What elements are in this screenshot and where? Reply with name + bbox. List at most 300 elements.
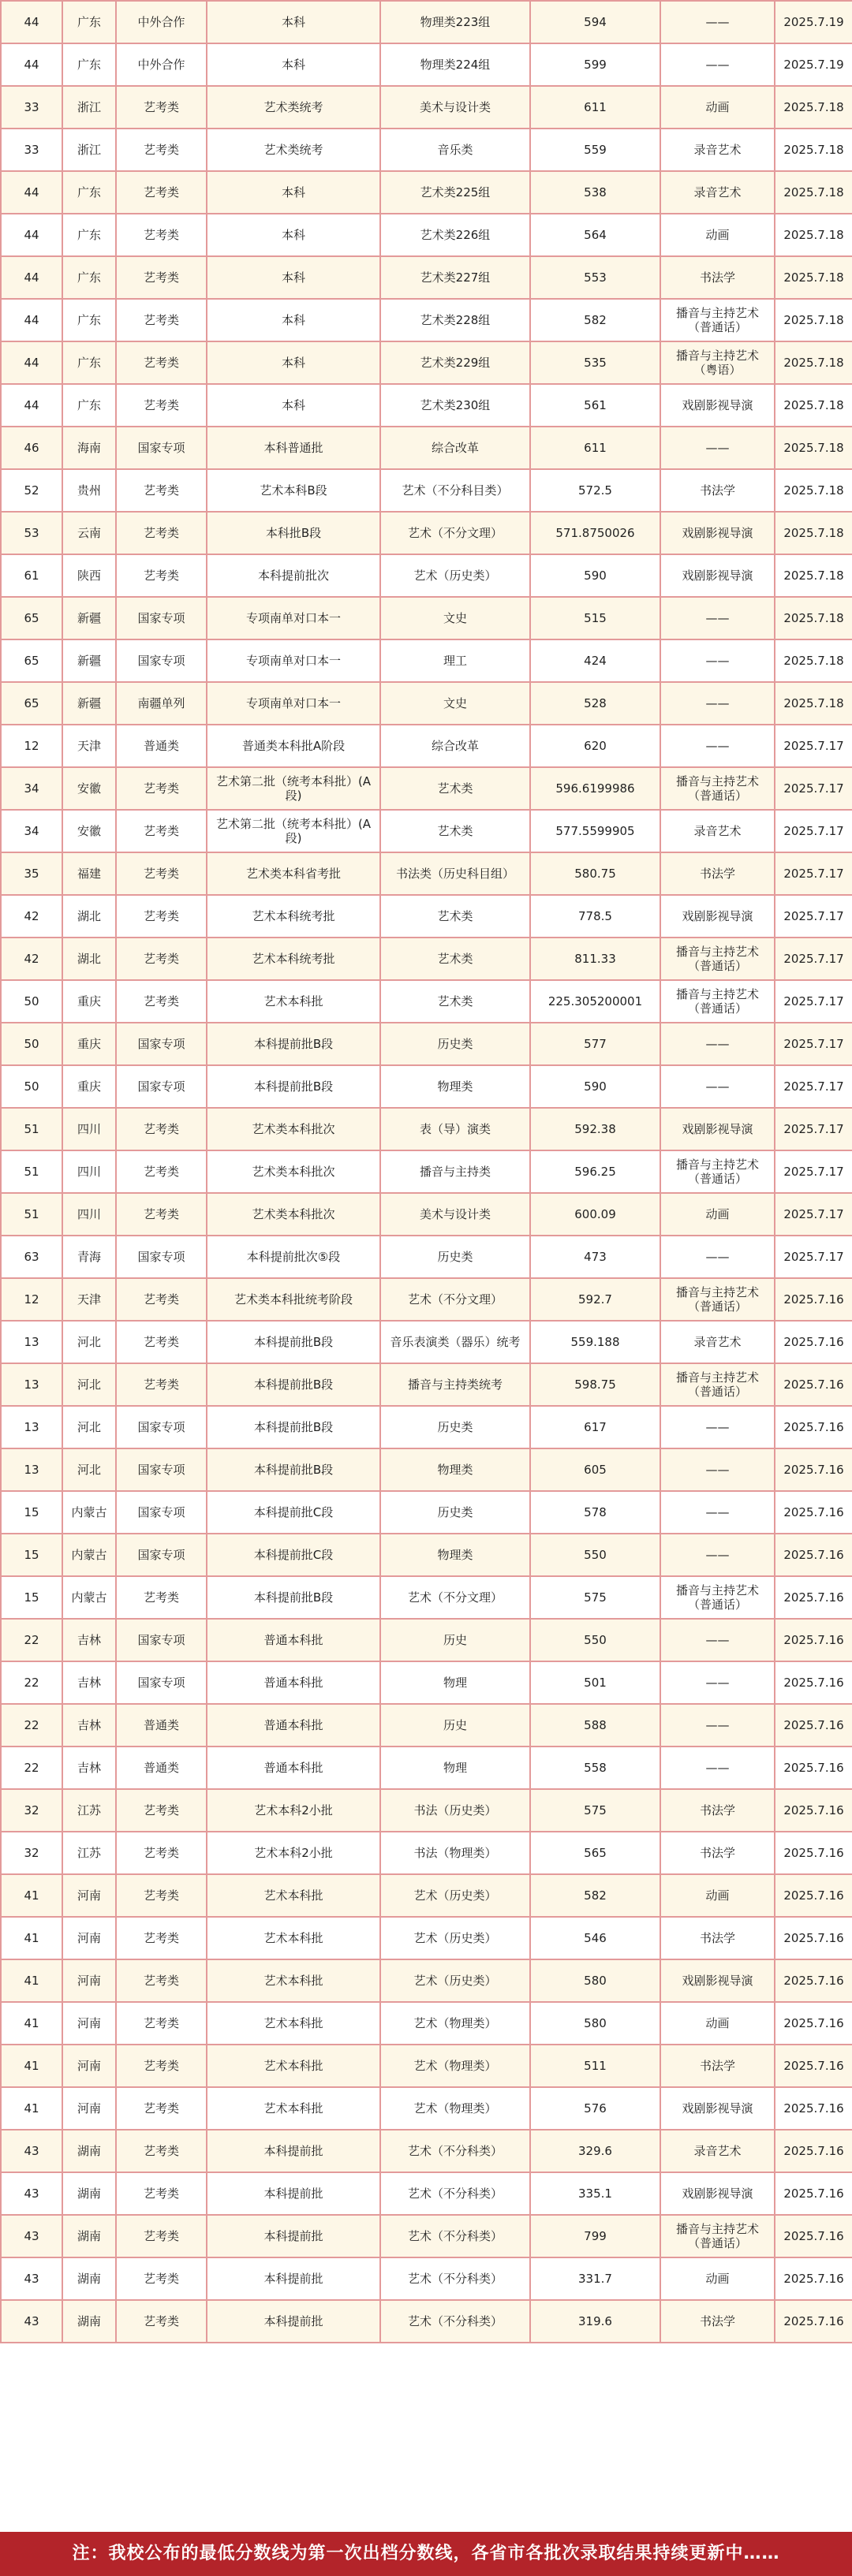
subject-group-cell: 文史 bbox=[380, 682, 530, 725]
subject-group-cell: 播音与主持类统考 bbox=[380, 1363, 530, 1406]
table-row bbox=[1, 980, 852, 1023]
batch-cell: 艺术本科统考批 bbox=[207, 895, 380, 938]
batch-cell: 本科提前批 bbox=[207, 2172, 380, 2215]
major-cell: —— bbox=[660, 1065, 775, 1108]
province-code-cell: 41 bbox=[1, 2002, 62, 2045]
province-cell: 吉林 bbox=[62, 1704, 116, 1747]
date-cell: 2025.7.17 bbox=[775, 852, 852, 895]
category-cell: 艺考类 bbox=[116, 1278, 207, 1321]
min-score-cell: 575 bbox=[530, 1576, 660, 1619]
province-cell: 河北 bbox=[62, 1448, 116, 1491]
category-cell: 艺考类 bbox=[116, 1193, 207, 1236]
major-cell: —— bbox=[660, 682, 775, 725]
table-row bbox=[1, 512, 852, 554]
province-code-cell: 43 bbox=[1, 2130, 62, 2172]
province-cell: 青海 bbox=[62, 1236, 116, 1278]
table-row bbox=[1, 895, 852, 938]
table-row bbox=[1, 214, 852, 256]
category-cell: 艺考类 bbox=[116, 852, 207, 895]
subject-group-cell: 历史 bbox=[380, 1704, 530, 1747]
category-cell: 艺考类 bbox=[116, 895, 207, 938]
province-code-cell: 33 bbox=[1, 129, 62, 171]
category-cell: 国家专项 bbox=[116, 1406, 207, 1448]
major-cell: 书法学 bbox=[660, 469, 775, 512]
footer-note: 注：我校公布的最低分数线为第一次出档分数线，各省市各批次录取结果持续更新中…… bbox=[0, 2532, 852, 2576]
category-cell: 艺考类 bbox=[116, 469, 207, 512]
date-cell: 2025.7.16 bbox=[775, 1278, 852, 1321]
min-score-cell: 571.8750026 bbox=[530, 512, 660, 554]
subject-group-cell: 艺术类228组 bbox=[380, 299, 530, 341]
table-row bbox=[1, 1023, 852, 1065]
date-cell: 2025.7.19 bbox=[775, 43, 852, 86]
subject-group-cell: 艺术类229组 bbox=[380, 341, 530, 384]
province-code-cell: 53 bbox=[1, 512, 62, 554]
subject-group-cell: 艺术（不分文理） bbox=[380, 1576, 530, 1619]
table-row bbox=[1, 427, 852, 469]
date-cell: 2025.7.18 bbox=[775, 597, 852, 639]
date-cell: 2025.7.16 bbox=[775, 1321, 852, 1363]
date-cell: 2025.7.18 bbox=[775, 86, 852, 129]
category-cell: 普通类 bbox=[116, 1747, 207, 1789]
province-code-cell: 44 bbox=[1, 341, 62, 384]
subject-group-cell: 物理类224组 bbox=[380, 43, 530, 86]
category-cell: 艺考类 bbox=[116, 2257, 207, 2300]
major-cell: 播音与主持艺术 （普通话） bbox=[660, 1576, 775, 1619]
batch-cell: 艺术类本科批统考阶段 bbox=[207, 1278, 380, 1321]
table-row bbox=[1, 1619, 852, 1661]
subject-group-cell: 历史类 bbox=[380, 1491, 530, 1534]
batch-cell: 普通本科批 bbox=[207, 1619, 380, 1661]
batch-cell: 艺术本科批 bbox=[207, 2087, 380, 2130]
table-row bbox=[1, 1491, 852, 1534]
major-cell: 动画 bbox=[660, 2257, 775, 2300]
major-cell: 播音与主持艺术 （普通话） bbox=[660, 1150, 775, 1193]
table-row bbox=[1, 1, 852, 43]
table-row bbox=[1, 2172, 852, 2215]
province-cell: 云南 bbox=[62, 512, 116, 554]
subject-group-cell: 物理类 bbox=[380, 1448, 530, 1491]
province-cell: 广东 bbox=[62, 341, 116, 384]
major-cell: —— bbox=[660, 1747, 775, 1789]
subject-group-cell: 艺术类226组 bbox=[380, 214, 530, 256]
table-row bbox=[1, 767, 852, 810]
province-cell: 湖北 bbox=[62, 938, 116, 980]
province-cell: 吉林 bbox=[62, 1661, 116, 1704]
major-cell: —— bbox=[660, 1448, 775, 1491]
min-score-cell: 559.188 bbox=[530, 1321, 660, 1363]
subject-group-cell: 书法（历史类） bbox=[380, 1789, 530, 1832]
table-row bbox=[1, 2130, 852, 2172]
table-row bbox=[1, 1832, 852, 1874]
table-row bbox=[1, 1193, 852, 1236]
province-code-cell: 50 bbox=[1, 1065, 62, 1108]
subject-group-cell: 艺术类 bbox=[380, 938, 530, 980]
batch-cell: 本科提前批B段 bbox=[207, 1576, 380, 1619]
subject-group-cell: 历史类 bbox=[380, 1236, 530, 1278]
min-score-cell: 528 bbox=[530, 682, 660, 725]
min-score-cell: 511 bbox=[530, 2045, 660, 2087]
subject-group-cell: 美术与设计类 bbox=[380, 1193, 530, 1236]
category-cell: 艺考类 bbox=[116, 2045, 207, 2087]
province-cell: 福建 bbox=[62, 852, 116, 895]
min-score-cell: 811.33 bbox=[530, 938, 660, 980]
province-code-cell: 41 bbox=[1, 1959, 62, 2002]
province-cell: 新疆 bbox=[62, 597, 116, 639]
category-cell: 艺考类 bbox=[116, 1363, 207, 1406]
subject-group-cell: 艺术（不分科类） bbox=[380, 2215, 530, 2257]
province-code-cell: 50 bbox=[1, 980, 62, 1023]
province-cell: 安徽 bbox=[62, 810, 116, 852]
min-score-cell: 424 bbox=[530, 639, 660, 682]
major-cell: 播音与主持艺术 （普通话） bbox=[660, 938, 775, 980]
major-cell: —— bbox=[660, 1704, 775, 1747]
category-cell: 艺考类 bbox=[116, 2002, 207, 2045]
category-cell: 国家专项 bbox=[116, 639, 207, 682]
province-code-cell: 61 bbox=[1, 554, 62, 597]
date-cell: 2025.7.17 bbox=[775, 1065, 852, 1108]
major-cell: —— bbox=[660, 1023, 775, 1065]
subject-group-cell: 艺术类 bbox=[380, 980, 530, 1023]
major-cell: 播音与主持艺术 （普通话） bbox=[660, 980, 775, 1023]
major-cell: 播音与主持艺术 （粤语） bbox=[660, 341, 775, 384]
date-cell: 2025.7.17 bbox=[775, 1193, 852, 1236]
major-cell: —— bbox=[660, 1619, 775, 1661]
min-score-cell: 576 bbox=[530, 2087, 660, 2130]
major-cell: 书法学 bbox=[660, 1832, 775, 1874]
province-cell: 广东 bbox=[62, 1, 116, 43]
min-score-cell: 473 bbox=[530, 1236, 660, 1278]
category-cell: 中外合作 bbox=[116, 1, 207, 43]
category-cell: 艺考类 bbox=[116, 299, 207, 341]
category-cell: 艺考类 bbox=[116, 171, 207, 214]
province-code-cell: 44 bbox=[1, 171, 62, 214]
date-cell: 2025.7.18 bbox=[775, 682, 852, 725]
category-cell: 普通类 bbox=[116, 725, 207, 767]
subject-group-cell: 物理 bbox=[380, 1747, 530, 1789]
date-cell: 2025.7.18 bbox=[775, 554, 852, 597]
subject-group-cell: 物理类 bbox=[380, 1534, 530, 1576]
subject-group-cell: 艺术（物理类） bbox=[380, 2087, 530, 2130]
table-row bbox=[1, 1747, 852, 1789]
table-row bbox=[1, 1363, 852, 1406]
subject-group-cell: 物理 bbox=[380, 1661, 530, 1704]
table-row bbox=[1, 2045, 852, 2087]
batch-cell: 普通本科批 bbox=[207, 1704, 380, 1747]
batch-cell: 艺术类本科批次 bbox=[207, 1108, 380, 1150]
major-cell: 书法学 bbox=[660, 2045, 775, 2087]
major-cell: 播音与主持艺术 （普通话） bbox=[660, 1363, 775, 1406]
province-code-cell: 35 bbox=[1, 852, 62, 895]
major-cell: 戏剧影视导演 bbox=[660, 895, 775, 938]
subject-group-cell: 综合改革 bbox=[380, 427, 530, 469]
major-cell: —— bbox=[660, 1534, 775, 1576]
province-code-cell: 65 bbox=[1, 682, 62, 725]
date-cell: 2025.7.16 bbox=[775, 2130, 852, 2172]
province-cell: 河南 bbox=[62, 2045, 116, 2087]
batch-cell: 艺术类本科批次 bbox=[207, 1150, 380, 1193]
subject-group-cell: 音乐表演类（器乐）统考 bbox=[380, 1321, 530, 1363]
province-code-cell: 12 bbox=[1, 725, 62, 767]
batch-cell: 本科提前批B段 bbox=[207, 1321, 380, 1363]
province-cell: 新疆 bbox=[62, 639, 116, 682]
table-row bbox=[1, 1874, 852, 1917]
min-score-cell: 582 bbox=[530, 1874, 660, 1917]
category-cell: 国家专项 bbox=[116, 1448, 207, 1491]
province-cell: 四川 bbox=[62, 1108, 116, 1150]
province-cell: 河南 bbox=[62, 1917, 116, 1959]
province-code-cell: 41 bbox=[1, 2045, 62, 2087]
major-cell: 播音与主持艺术 （普通话） bbox=[660, 2215, 775, 2257]
major-cell: 书法学 bbox=[660, 256, 775, 299]
date-cell: 2025.7.16 bbox=[775, 1534, 852, 1576]
min-score-cell: 588 bbox=[530, 1704, 660, 1747]
category-cell: 艺考类 bbox=[116, 1108, 207, 1150]
table-row bbox=[1, 299, 852, 341]
min-score-cell: 575 bbox=[530, 1789, 660, 1832]
min-score-cell: 565 bbox=[530, 1832, 660, 1874]
table-row bbox=[1, 469, 852, 512]
min-score-cell: 596.25 bbox=[530, 1150, 660, 1193]
date-cell: 2025.7.16 bbox=[775, 1917, 852, 1959]
major-cell: 动画 bbox=[660, 214, 775, 256]
batch-cell: 艺术第二批（统考本科批）(A段) bbox=[207, 810, 380, 852]
date-cell: 2025.7.18 bbox=[775, 129, 852, 171]
province-cell: 天津 bbox=[62, 725, 116, 767]
min-score-cell: 605 bbox=[530, 1448, 660, 1491]
batch-cell: 本科提前批B段 bbox=[207, 1448, 380, 1491]
batch-cell: 艺术本科批 bbox=[207, 980, 380, 1023]
min-score-cell: 611 bbox=[530, 427, 660, 469]
major-cell: 播音与主持艺术 （普通话） bbox=[660, 1278, 775, 1321]
date-cell: 2025.7.16 bbox=[775, 1747, 852, 1789]
province-cell: 广东 bbox=[62, 299, 116, 341]
table-row bbox=[1, 1406, 852, 1448]
major-cell: 录音艺术 bbox=[660, 1321, 775, 1363]
province-cell: 湖南 bbox=[62, 2300, 116, 2343]
subject-group-cell: 艺术（不分科目类） bbox=[380, 469, 530, 512]
province-code-cell: 46 bbox=[1, 427, 62, 469]
subject-group-cell: 物理类223组 bbox=[380, 1, 530, 43]
category-cell: 艺考类 bbox=[116, 554, 207, 597]
table-row bbox=[1, 1959, 852, 2002]
major-cell: 戏剧影视导演 bbox=[660, 512, 775, 554]
min-score-cell: 329.6 bbox=[530, 2130, 660, 2172]
category-cell: 艺考类 bbox=[116, 980, 207, 1023]
min-score-cell: 572.5 bbox=[530, 469, 660, 512]
subject-group-cell: 理工 bbox=[380, 639, 530, 682]
date-cell: 2025.7.16 bbox=[775, 1789, 852, 1832]
major-cell: 戏剧影视导演 bbox=[660, 384, 775, 427]
province-cell: 河南 bbox=[62, 2002, 116, 2045]
category-cell: 艺考类 bbox=[116, 810, 207, 852]
date-cell: 2025.7.17 bbox=[775, 1236, 852, 1278]
province-cell: 重庆 bbox=[62, 1023, 116, 1065]
batch-cell: 艺术本科2小批 bbox=[207, 1832, 380, 1874]
province-cell: 湖南 bbox=[62, 2172, 116, 2215]
batch-cell: 本科 bbox=[207, 214, 380, 256]
major-cell: 播音与主持艺术 （普通话） bbox=[660, 767, 775, 810]
province-code-cell: 42 bbox=[1, 895, 62, 938]
subject-group-cell: 美术与设计类 bbox=[380, 86, 530, 129]
batch-cell: 本科提前批C段 bbox=[207, 1534, 380, 1576]
province-code-cell: 22 bbox=[1, 1661, 62, 1704]
province-cell: 河北 bbox=[62, 1363, 116, 1406]
date-cell: 2025.7.16 bbox=[775, 2087, 852, 2130]
min-score-cell: 596.6199986 bbox=[530, 767, 660, 810]
table-row bbox=[1, 1448, 852, 1491]
date-cell: 2025.7.18 bbox=[775, 384, 852, 427]
subject-group-cell: 艺术（历史类） bbox=[380, 1917, 530, 1959]
batch-cell: 艺术类本科批次 bbox=[207, 1193, 380, 1236]
min-score-cell: 590 bbox=[530, 554, 660, 597]
batch-cell: 本科提前批B段 bbox=[207, 1023, 380, 1065]
min-score-cell: 335.1 bbox=[530, 2172, 660, 2215]
batch-cell: 本科提前批B段 bbox=[207, 1065, 380, 1108]
date-cell: 2025.7.16 bbox=[775, 1959, 852, 2002]
date-cell: 2025.7.16 bbox=[775, 1832, 852, 1874]
table-row bbox=[1, 2300, 852, 2343]
min-score-cell: 561 bbox=[530, 384, 660, 427]
province-cell: 贵州 bbox=[62, 469, 116, 512]
batch-cell: 普通类本科批A阶段 bbox=[207, 725, 380, 767]
min-score-cell: 550 bbox=[530, 1619, 660, 1661]
province-cell: 四川 bbox=[62, 1150, 116, 1193]
major-cell: —— bbox=[660, 43, 775, 86]
min-score-cell: 617 bbox=[530, 1406, 660, 1448]
min-score-cell: 559 bbox=[530, 129, 660, 171]
min-score-cell: 778.5 bbox=[530, 895, 660, 938]
province-cell: 江苏 bbox=[62, 1832, 116, 1874]
table-row bbox=[1, 86, 852, 129]
batch-cell: 艺术本科2小批 bbox=[207, 1789, 380, 1832]
province-code-cell: 13 bbox=[1, 1406, 62, 1448]
batch-cell: 本科提前批B段 bbox=[207, 1406, 380, 1448]
table-row bbox=[1, 597, 852, 639]
province-cell: 河北 bbox=[62, 1406, 116, 1448]
province-cell: 内蒙古 bbox=[62, 1491, 116, 1534]
min-score-cell: 590 bbox=[530, 1065, 660, 1108]
batch-cell: 艺术第二批（统考本科批）(A段) bbox=[207, 767, 380, 810]
major-cell: —— bbox=[660, 1661, 775, 1704]
category-cell: 中外合作 bbox=[116, 43, 207, 86]
province-cell: 湖南 bbox=[62, 2130, 116, 2172]
province-cell: 河南 bbox=[62, 2087, 116, 2130]
batch-cell: 艺术本科批 bbox=[207, 1874, 380, 1917]
min-score-cell: 799 bbox=[530, 2215, 660, 2257]
subject-group-cell: 艺术（历史类） bbox=[380, 554, 530, 597]
min-score-cell: 594 bbox=[530, 1, 660, 43]
date-cell: 2025.7.16 bbox=[775, 2300, 852, 2343]
major-cell: 戏剧影视导演 bbox=[660, 2087, 775, 2130]
major-cell: 录音艺术 bbox=[660, 171, 775, 214]
batch-cell: 本科 bbox=[207, 384, 380, 427]
batch-cell: 本科 bbox=[207, 299, 380, 341]
date-cell: 2025.7.16 bbox=[775, 1619, 852, 1661]
min-score-cell: 600.09 bbox=[530, 1193, 660, 1236]
date-cell: 2025.7.16 bbox=[775, 1363, 852, 1406]
batch-cell: 艺术本科批 bbox=[207, 2002, 380, 2045]
major-cell: —— bbox=[660, 1, 775, 43]
batch-cell: 艺术本科批 bbox=[207, 1959, 380, 2002]
major-cell: 书法学 bbox=[660, 1917, 775, 1959]
subject-group-cell: 综合改革 bbox=[380, 725, 530, 767]
province-cell: 河北 bbox=[62, 1321, 116, 1363]
category-cell: 艺考类 bbox=[116, 384, 207, 427]
date-cell: 2025.7.18 bbox=[775, 256, 852, 299]
subject-group-cell: 艺术（不分文理） bbox=[380, 1278, 530, 1321]
date-cell: 2025.7.16 bbox=[775, 1661, 852, 1704]
province-cell: 浙江 bbox=[62, 129, 116, 171]
province-code-cell: 44 bbox=[1, 1, 62, 43]
subject-group-cell: 艺术类225组 bbox=[380, 171, 530, 214]
subject-group-cell: 表（导）演类 bbox=[380, 1108, 530, 1150]
category-cell: 艺考类 bbox=[116, 1150, 207, 1193]
date-cell: 2025.7.16 bbox=[775, 2002, 852, 2045]
province-code-cell: 13 bbox=[1, 1321, 62, 1363]
batch-cell: 艺术本科B段 bbox=[207, 469, 380, 512]
batch-cell: 专项南单对口本一 bbox=[207, 639, 380, 682]
min-score-cell: 535 bbox=[530, 341, 660, 384]
batch-cell: 专项南单对口本一 bbox=[207, 682, 380, 725]
category-cell: 艺考类 bbox=[116, 129, 207, 171]
province-code-cell: 42 bbox=[1, 938, 62, 980]
major-cell: 播音与主持艺术 （普通话） bbox=[660, 299, 775, 341]
table-row bbox=[1, 2215, 852, 2257]
table-row bbox=[1, 1278, 852, 1321]
subject-group-cell: 艺术类230组 bbox=[380, 384, 530, 427]
major-cell: 书法学 bbox=[660, 852, 775, 895]
min-score-cell: 225.305200001 bbox=[530, 980, 660, 1023]
date-cell: 2025.7.16 bbox=[775, 1491, 852, 1534]
batch-cell: 本科批B段 bbox=[207, 512, 380, 554]
major-cell: 录音艺术 bbox=[660, 129, 775, 171]
major-cell: 书法学 bbox=[660, 2300, 775, 2343]
province-code-cell: 50 bbox=[1, 1023, 62, 1065]
major-cell: 动画 bbox=[660, 2002, 775, 2045]
date-cell: 2025.7.18 bbox=[775, 341, 852, 384]
subject-group-cell: 艺术类227组 bbox=[380, 256, 530, 299]
batch-cell: 普通本科批 bbox=[207, 1747, 380, 1789]
category-cell: 南疆单列 bbox=[116, 682, 207, 725]
province-code-cell: 44 bbox=[1, 43, 62, 86]
subject-group-cell: 播音与主持类 bbox=[380, 1150, 530, 1193]
subject-group-cell: 音乐类 bbox=[380, 129, 530, 171]
province-cell: 四川 bbox=[62, 1193, 116, 1236]
batch-cell: 专项南单对口本一 bbox=[207, 597, 380, 639]
province-code-cell: 51 bbox=[1, 1193, 62, 1236]
batch-cell: 艺术类统考 bbox=[207, 86, 380, 129]
table-row bbox=[1, 256, 852, 299]
province-code-cell: 12 bbox=[1, 1278, 62, 1321]
province-code-cell: 41 bbox=[1, 2087, 62, 2130]
table-row bbox=[1, 171, 852, 214]
category-cell: 艺考类 bbox=[116, 2300, 207, 2343]
min-score-cell: 319.6 bbox=[530, 2300, 660, 2343]
table-row bbox=[1, 2087, 852, 2130]
batch-cell: 艺术本科批 bbox=[207, 1917, 380, 1959]
major-cell: —— bbox=[660, 1491, 775, 1534]
province-cell: 广东 bbox=[62, 171, 116, 214]
table-row bbox=[1, 1704, 852, 1747]
table-row bbox=[1, 1917, 852, 1959]
category-cell: 国家专项 bbox=[116, 1065, 207, 1108]
date-cell: 2025.7.18 bbox=[775, 299, 852, 341]
batch-cell: 本科提前批 bbox=[207, 2130, 380, 2172]
subject-group-cell: 历史 bbox=[380, 1619, 530, 1661]
major-cell: 动画 bbox=[660, 86, 775, 129]
table-row bbox=[1, 129, 852, 171]
province-cell: 内蒙古 bbox=[62, 1576, 116, 1619]
